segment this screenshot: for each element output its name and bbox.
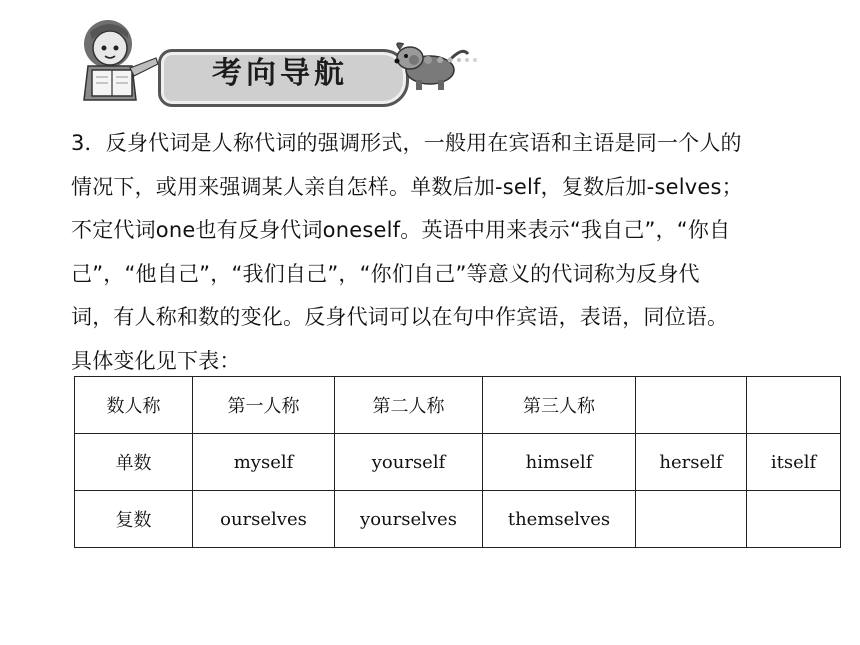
paragraph-line: 具体变化见下表： <box>71 348 241 373</box>
table-cell: 第一人称 <box>193 377 335 434</box>
table-cell <box>747 377 841 434</box>
paragraph-line: 情况下，或用来强调某人亲自怎样。单数后加-self，复数后加-selves； <box>71 174 743 199</box>
explanation-paragraph <box>71 122 841 383</box>
paragraph-line: 3．反身代词是人称代词的强调形式，一般用在宾语和主语是同一个人的 <box>71 131 742 155</box>
table-header-row <box>75 377 841 434</box>
decorative-dots-icon <box>470 70 490 80</box>
table-cell: ourselves <box>193 491 335 548</box>
table-cell <box>636 377 747 434</box>
paragraph-line: 不定代词one也有反身代词oneself。英语中用来表示“我自己”，“你自 <box>71 218 731 242</box>
table-cell: 第三人称 <box>483 377 636 434</box>
table-cell: themselves <box>483 491 636 548</box>
table-cell: yourselves <box>335 491 483 548</box>
table-cell: itself <box>747 434 841 491</box>
table-cell: myself <box>193 434 335 491</box>
table-cell: 第二人称 <box>335 377 483 434</box>
section-title: 考向导航 <box>212 56 348 91</box>
table-row <box>75 434 841 491</box>
table-cell: 单数 <box>75 434 193 491</box>
table-cell: 数人称 <box>75 377 193 434</box>
decorative-dots-icon <box>408 53 528 67</box>
table-cell: yourself <box>335 434 483 491</box>
table-cell <box>636 491 747 548</box>
paragraph-line: 己”，“他自己”，“我们自己”，“你们自己”等意义的代词称为反身代 <box>71 261 700 286</box>
table-cell: 复数 <box>75 491 193 548</box>
paragraph-line: 词，有人称和数的变化。反身代词可以在句中作宾语，表语，同位语。 <box>71 305 729 329</box>
table-row <box>75 491 841 548</box>
reflexive-pronoun-table <box>74 376 841 548</box>
girl-reading-icon <box>70 14 166 104</box>
table-cell: himself <box>483 434 636 491</box>
table-cell <box>747 491 841 548</box>
table-cell: herself <box>636 434 747 491</box>
